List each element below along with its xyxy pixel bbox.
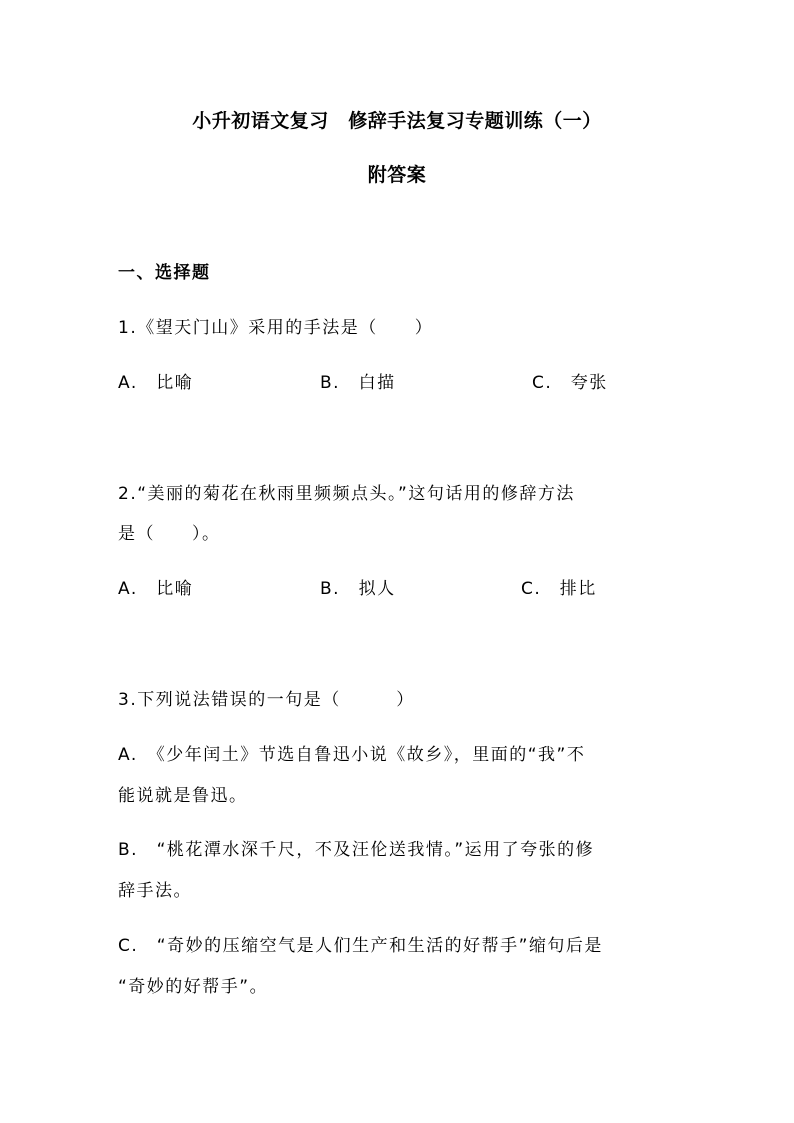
question-1-stem: 1.《望天门山》采用的手法是（ ） — [118, 318, 434, 338]
question-1-option-a: A. 比喻 — [118, 373, 194, 393]
question-2-option-c: C. 排比 — [521, 579, 597, 599]
question-1-option-b: B. 白描 — [320, 373, 396, 393]
question-3-option-b-line-1: B. “桃花潭水深千尺，不及汪伦送我情。”运用了夸张的修 — [118, 840, 595, 860]
question-1-option-c: C. 夸张 — [532, 373, 608, 393]
question-3-stem: 3.下列说法错误的一句是（ ） — [118, 690, 415, 710]
question-3-option-c-line-1: C. “奇妙的压缩空气是人们生产和生活的好帮手”缩句后是 — [118, 936, 603, 956]
question-3-option-c-line-2: “奇妙的好帮手”。 — [118, 977, 269, 997]
question-3-option-b-line-2: 辞手法。 — [118, 881, 192, 901]
question-2-stem-line-2: 是（ ）。 — [118, 524, 221, 544]
question-3-option-a-line-1: A. 《少年闰土》节选自鲁迅小说《故乡》，里面的“我”不 — [118, 745, 586, 765]
question-2-stem-line-1: 2.“美丽的菊花在秋雨里频频点头。”这句话用的修辞方法 — [118, 484, 575, 504]
question-3-option-a-line-2: 能说就是鲁迅。 — [118, 786, 248, 806]
document-title: 小升初语文复习 修辞手法复习专题训练（一） — [192, 110, 602, 132]
document-subtitle: 附答案 — [367, 164, 427, 186]
section-heading: 一、选择题 — [118, 263, 211, 283]
question-2-option-a: A. 比喻 — [118, 579, 194, 599]
question-2-option-b: B. 拟人 — [320, 579, 396, 599]
